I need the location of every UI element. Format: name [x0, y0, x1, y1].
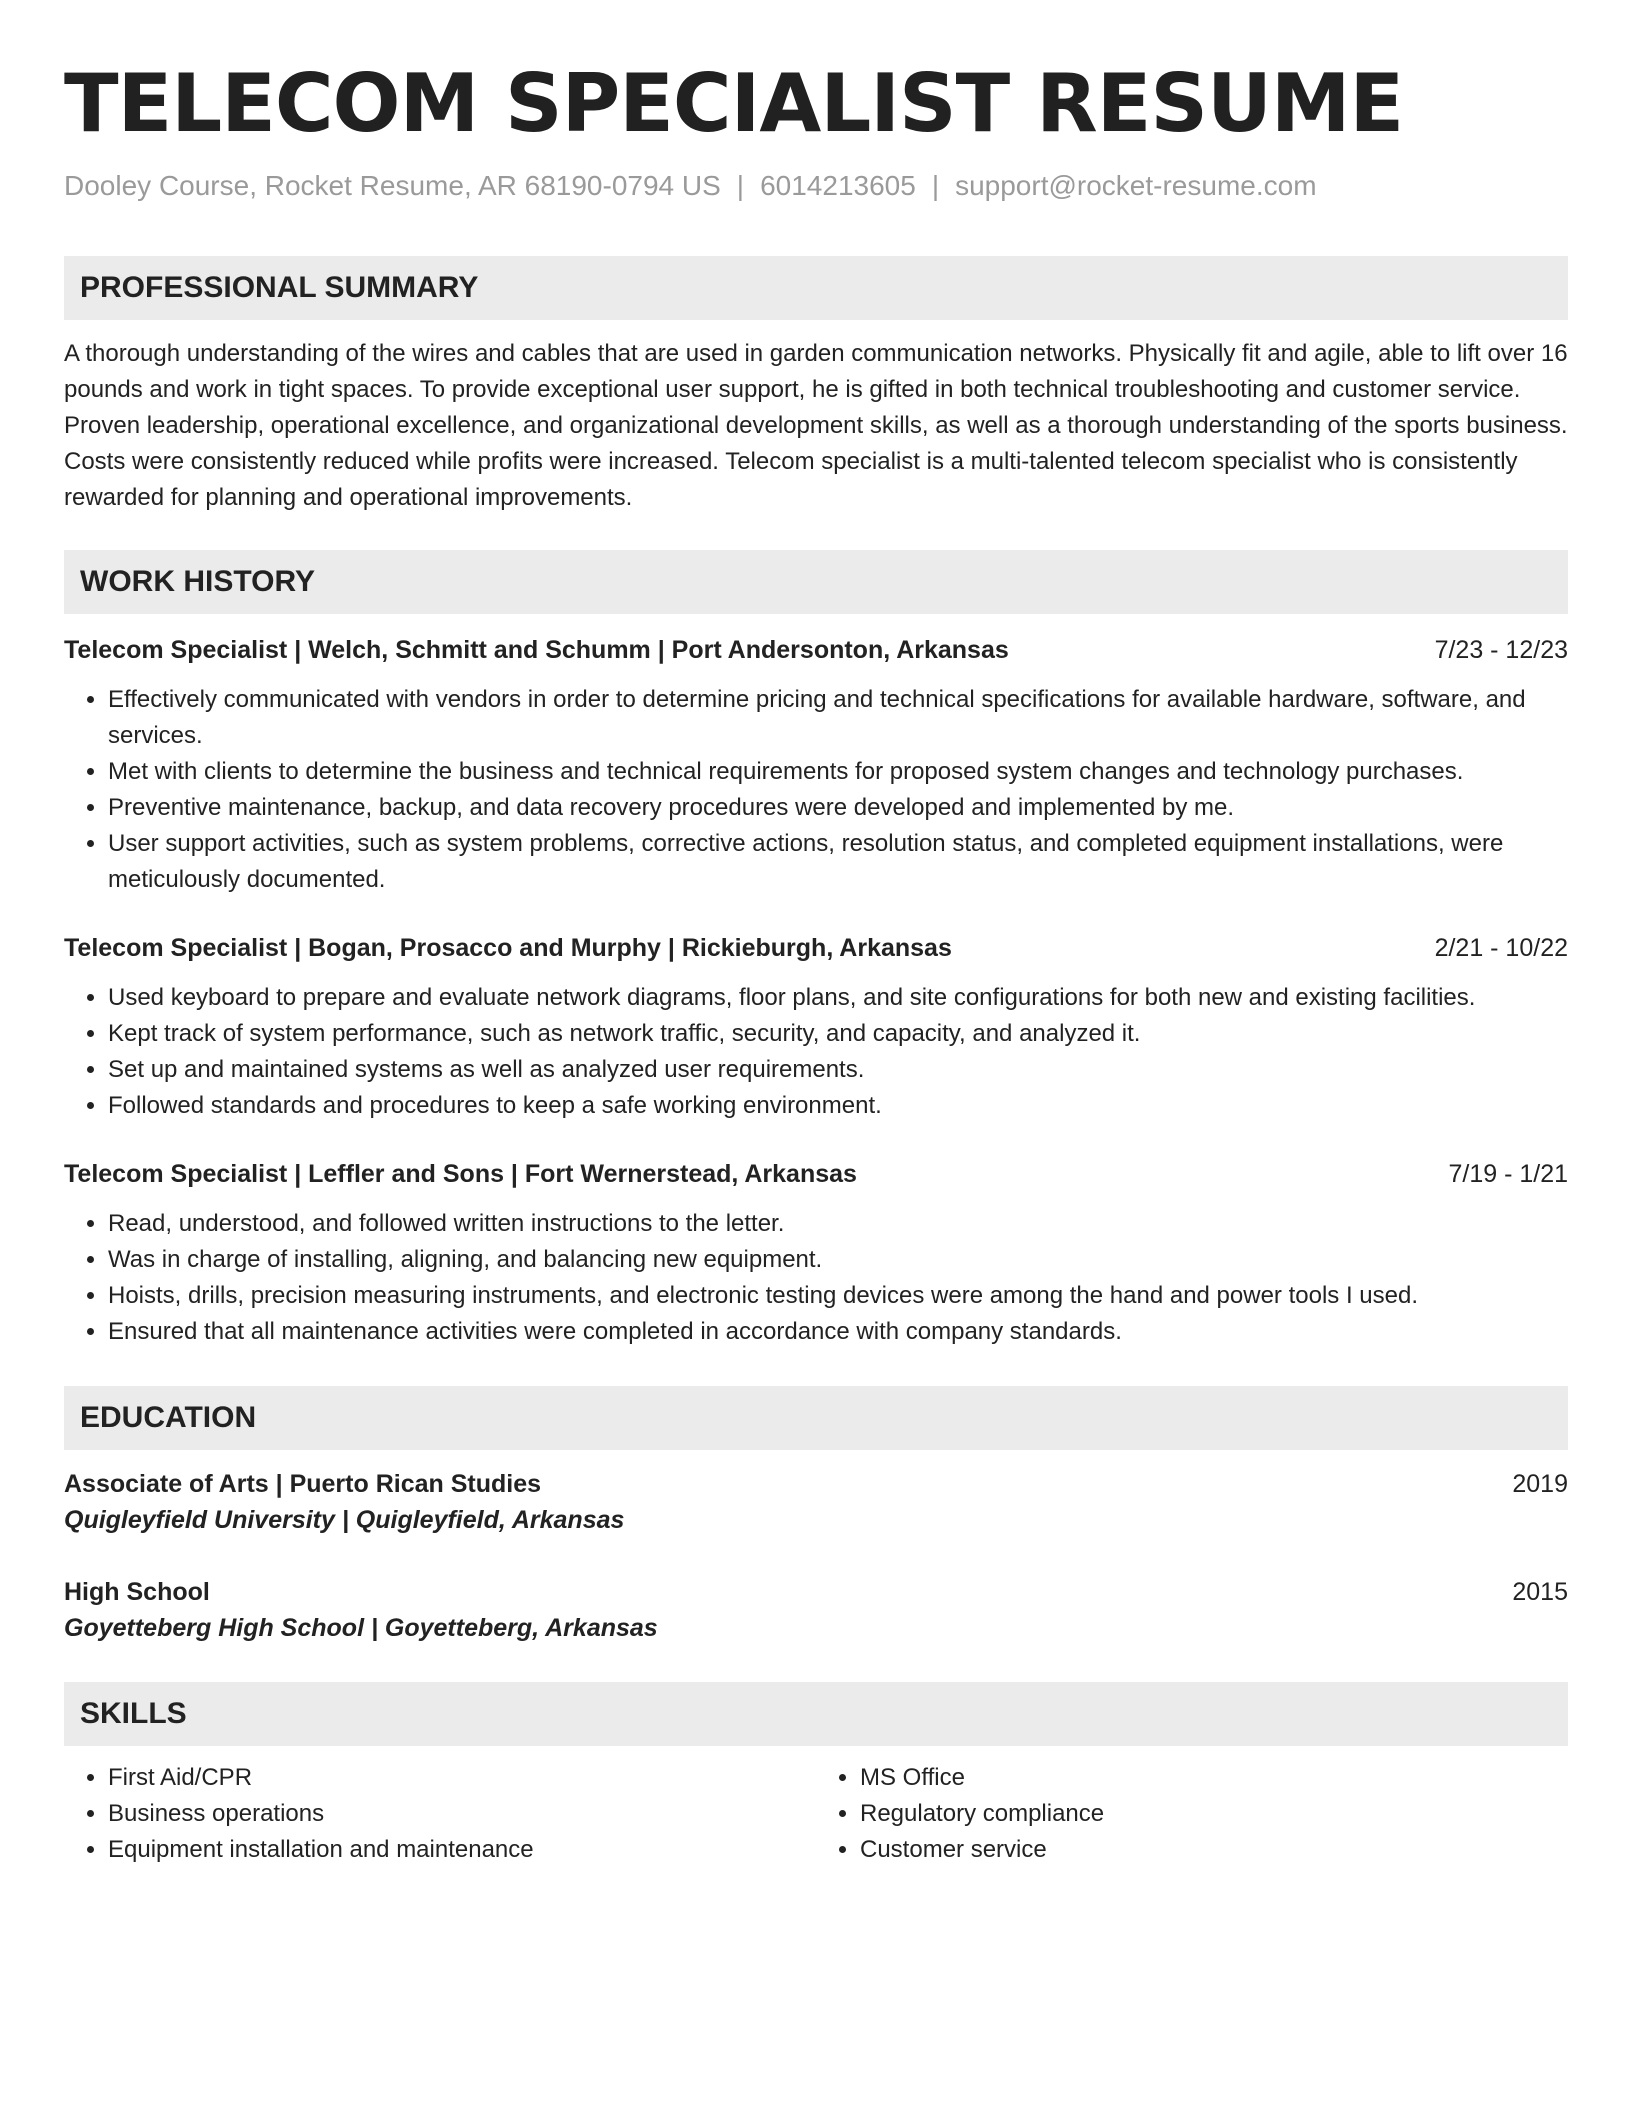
- job-bullet: • User support activities, such as system problems, corrective actions, resolution status, and completed equipment installations, were meticulously documented.: [108, 826, 1568, 898]
- education-degree: High School: [64, 1578, 210, 1606]
- skill-item: • MS Office: [860, 1760, 1568, 1796]
- job-dates: 2/21 - 10/22: [1434, 934, 1568, 962]
- job-header: [64, 930, 1568, 966]
- job-dates: 7/23 - 12/23: [1434, 636, 1568, 664]
- skills-grid: [64, 1760, 1568, 1868]
- job-bullet: • Followed standards and procedures to keep a safe working environment.: [108, 1088, 1568, 1124]
- contact-address: Dooley Course, Rocket Resume, AR 68190-0794 US: [64, 170, 721, 201]
- job-entry: [64, 632, 1568, 898]
- job-bullet: • Read, understood, and followed written instructions to the letter.: [108, 1206, 1568, 1242]
- job-bullet: • Set up and maintained systems as well as analyzed user requirements.: [108, 1052, 1568, 1088]
- job-bullet: • Ensured that all maintenance activities were completed in accordance with company standards.: [108, 1314, 1568, 1350]
- skill-item: • Customer service: [860, 1832, 1568, 1868]
- skills-column-left: [64, 1760, 816, 1868]
- work-history-heading: WORK HISTORY: [64, 550, 1568, 614]
- education-year: 2019: [1512, 1470, 1568, 1498]
- contact-phone: 6014213605: [760, 170, 916, 201]
- job-bullet: • Used keyboard to prepare and evaluate network diagrams, floor plans, and site configurations for both new and existing facilities.: [108, 980, 1568, 1016]
- education-year: 2015: [1512, 1578, 1568, 1606]
- education-school: Goyetteberg High School | Goyetteberg, Arkansas: [64, 1614, 658, 1642]
- skills-section: [64, 1682, 1568, 1868]
- contact-separator: |: [736, 170, 745, 201]
- summary-heading: PROFESSIONAL SUMMARY: [64, 256, 1568, 320]
- work-history-section: [64, 550, 1568, 1350]
- job-entry: [64, 1156, 1568, 1350]
- skills-list: [64, 1760, 816, 1868]
- contact-email: support@rocket-resume.com: [955, 170, 1317, 201]
- education-header: [64, 1574, 1568, 1610]
- education-heading: EDUCATION: [64, 1386, 1568, 1450]
- skills-heading: SKILLS: [64, 1682, 1568, 1746]
- contact-line: [64, 168, 1568, 204]
- job-bullet: • Hoists, drills, precision measuring instruments, and electronic testing devices were among the hand and power tools I used.: [108, 1278, 1568, 1314]
- education-degree: Associate of Arts | Puerto Rican Studies: [64, 1470, 542, 1498]
- education-header: [64, 1466, 1568, 1502]
- summary-text: A thorough understanding of the wires and cables that are used in garden communication networks. Physically fit and agile, able to lift over 16 pounds and work in tight spaces. To provide exceptional user support, he is gifted in both technical troubleshooting and customer service. Proven leadership, operational excellence, and organizational development skills, as well as a thorough understanding of the sports business. Costs were consistently reduced while profits were increased. Telecom specialist is a multi-talented telecom specialist who is consistently rewarded for planning and operational improvements.: [64, 340, 1568, 511]
- job-bullets: [64, 682, 1568, 898]
- job-entry: [64, 930, 1568, 1124]
- job-title: Telecom Specialist | Leffler and Sons | Fort Wernerstead, Arkansas: [64, 1160, 857, 1188]
- education-section: [64, 1386, 1568, 1646]
- education-entry: [64, 1466, 1568, 1538]
- job-bullets: [64, 1206, 1568, 1350]
- job-bullet: • Preventive maintenance, backup, and data recovery procedures were developed and implemented by me.: [108, 790, 1568, 826]
- skill-item: • Regulatory compliance: [860, 1796, 1568, 1832]
- skill-item: • Equipment installation and maintenance: [108, 1832, 816, 1868]
- job-bullet: • Was in charge of installing, aligning, and balancing new equipment.: [108, 1242, 1568, 1278]
- education-school: Quigleyfield University | Quigleyfield, Arkansas: [64, 1506, 625, 1534]
- job-dates: 7/19 - 1/21: [1448, 1160, 1568, 1188]
- skill-item: • First Aid/CPR: [108, 1760, 816, 1796]
- skill-item: • Business operations: [108, 1796, 816, 1832]
- resume-title: TELECOM SPECIALIST RESUME: [64, 57, 1404, 150]
- job-bullets: [64, 980, 1568, 1124]
- contact-separator: |: [931, 170, 940, 201]
- job-bullet: • Effectively communicated with vendors in order to determine pricing and technical specifications for available hardware, software, and services.: [108, 682, 1568, 754]
- job-title: Telecom Specialist | Welch, Schmitt and Schumm | Port Andersonton, Arkansas: [64, 636, 1009, 664]
- job-bullet: • Kept track of system performance, such as network traffic, security, and capacity, and analyzed it.: [108, 1016, 1568, 1052]
- job-title: Telecom Specialist | Bogan, Prosacco and Murphy | Rickieburgh, Arkansas: [64, 934, 952, 962]
- skills-column-right: [816, 1760, 1568, 1868]
- skills-list: [816, 1760, 1568, 1868]
- job-bullet: • Met with clients to determine the business and technical requirements for proposed system changes and technology purchases.: [108, 754, 1568, 790]
- job-header: [64, 632, 1568, 668]
- education-entry: [64, 1574, 1568, 1646]
- summary-section: [64, 256, 1568, 516]
- job-header: [64, 1156, 1568, 1192]
